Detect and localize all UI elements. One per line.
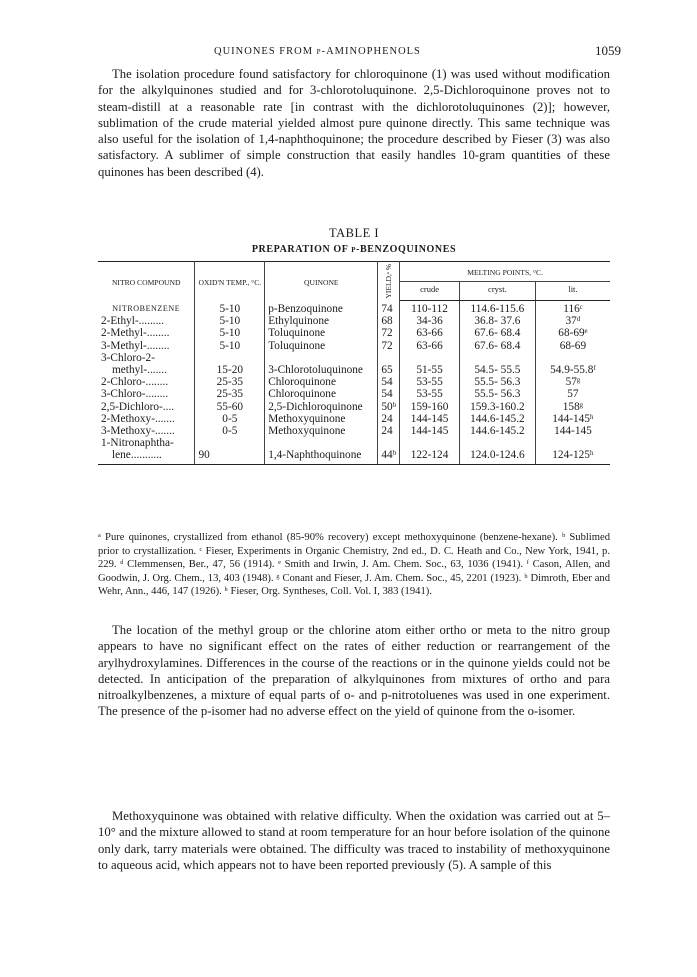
paragraph-1-text: The isolation procedure found satisfactory for chloroquinone (1) was used without modification for the alkylquinones studied and for 3-chlorotoluquinone. 2,5-Dichloroquinone proves not to steam-distill at a reasonable rate [in contrast with the dichlorotoluquinones (2)]; however, sublimation of the crude material yielded almost pure quinone directly. This same technique was also useful for the isolation of 1,4-naphthoquinone; the procedure described by Fieser (3) was also satisfactory. A sublimer of simple construction that easily handles 10-gram quantities of these quinones has been described (4). bbox=[98, 67, 610, 179]
cell-temp: 0-5 bbox=[195, 413, 265, 425]
cell-lit: 124-125ʰ bbox=[535, 449, 610, 464]
cell-cryst: 124.0-124.6 bbox=[459, 449, 535, 464]
cell-cryst: 159.3-160.2 bbox=[459, 401, 535, 413]
cell-nitro: 2-Ethyl-......... bbox=[98, 315, 195, 327]
table-row bbox=[98, 437, 610, 449]
cell-cryst: 114.6-115.6 bbox=[459, 301, 535, 316]
header-crude: crude bbox=[400, 281, 460, 301]
page-number: 1059 bbox=[595, 43, 621, 58]
cell-nitro: 3-Methoxy-....... bbox=[98, 425, 195, 437]
preparation-table bbox=[98, 261, 610, 465]
paragraph-3 bbox=[98, 808, 610, 873]
cell-crude: 122-124 bbox=[400, 449, 460, 464]
cell-lit: 57ᵍ bbox=[565, 376, 581, 389]
cell-crude: 51-55 bbox=[400, 364, 460, 376]
cell-cryst: 144.6-145.2 bbox=[459, 413, 535, 425]
cell-lit: 54.9-55.8ᶠ bbox=[550, 364, 596, 377]
cell-crude: 53-55 bbox=[400, 376, 460, 388]
cell-temp: 55-60 bbox=[195, 401, 265, 413]
cell-yield: 72 bbox=[378, 340, 400, 352]
page-header bbox=[0, 0, 697, 60]
header-nitro: NITRO COMPOUND bbox=[98, 262, 195, 301]
paragraph-1 bbox=[98, 66, 610, 180]
table-caption bbox=[98, 226, 610, 255]
table-number: TABLE I bbox=[328, 226, 380, 240]
cell-crude: 53-55 bbox=[400, 388, 460, 400]
cell-yield: 50ᵇ bbox=[378, 401, 400, 413]
cell-crude: 144-145 bbox=[400, 413, 460, 425]
cell-yield: 54 bbox=[378, 376, 400, 388]
cell-quinone: Methoxyquinone bbox=[265, 425, 378, 437]
table-row bbox=[98, 413, 610, 425]
header-yield: YIELD,ᵃ % bbox=[384, 264, 394, 299]
cell-temp: 90 bbox=[195, 449, 265, 464]
cell-nitro: NITROBENZENE bbox=[98, 301, 195, 316]
cell-cryst: 36.8- 37.6 bbox=[459, 315, 535, 327]
paragraph-2-text: The location of the methyl group or the chlorine atom either ortho or meta to the nitro group appears to have no significant effect on the rates of either reduction or rearrangement of the arylhydroxylamines. Differences in the course of the reactions or in the quinone yields could not be detected. In anticipation of the preparation of alkylquinones from mixtures of ortho and para nitroalkylbenzenes, a mixture of equal parts of o- and p-nitrotoluenes was used in one experiment. The presence of the p-isomer had no adverse effect on the yield of quinone from the o-isomer. bbox=[98, 623, 610, 719]
header-temp: OXID'N TEMP., °C. bbox=[195, 262, 265, 301]
cell-lit: 116ᶜ bbox=[563, 303, 583, 316]
cell-crude: 110-112 bbox=[400, 301, 460, 316]
cell-lit: 144-145ʰ bbox=[552, 412, 594, 425]
cell-nitro: 3-Chloro-........ bbox=[98, 388, 195, 400]
cell-yield: 72 bbox=[378, 327, 400, 339]
cell-quinone: Chloroquinone bbox=[265, 376, 378, 388]
table-row bbox=[98, 301, 610, 316]
table-row bbox=[98, 425, 610, 437]
cell-temp: 0-5 bbox=[195, 425, 265, 437]
cell-lit: 68-69 bbox=[559, 339, 587, 352]
cell-nitro: 2,5-Dichloro-.... bbox=[98, 401, 195, 413]
cell-lit: 144-145 bbox=[554, 425, 592, 438]
cell-nitro: 2-Chloro-........ bbox=[98, 376, 195, 388]
cell-temp: 25-35 bbox=[195, 388, 265, 400]
cell-cryst: 55.5- 56.3 bbox=[459, 376, 535, 388]
table-header-row bbox=[98, 262, 610, 282]
cell-nitro: lene........... bbox=[98, 449, 195, 464]
cell-temp: 5-10 bbox=[195, 315, 265, 327]
header-quinone: QUINONE bbox=[265, 262, 378, 301]
table-title: PREPARATION OF p-BENZOQUINONES bbox=[251, 244, 457, 255]
cell-temp: 5-10 bbox=[195, 301, 265, 316]
header-cryst: cryst. bbox=[459, 281, 535, 301]
cell-quinone: Chloroquinone bbox=[265, 388, 378, 400]
running-title: QUINONES FROM p-AMINOPHENOLS bbox=[214, 46, 421, 57]
table-row bbox=[98, 315, 610, 327]
cell-quinone: Methoxyquinone bbox=[265, 413, 378, 425]
cell-nitro: 1-Nitronaphtha- bbox=[98, 437, 195, 449]
table-footnotes: ᵃ Pure quinones, crystallized from ethanol (85-90% recovery) except methoxyquinone (benzene-hexane). ᵇ Sublimed prior to crystallization. ᶜ Fieser, Experiments in Organic Chemistry, 2nd ed., D. C. Heath and Co., New York, 1941, p. 229. ᵈ Clemmensen, Ber., 47, 56 (1914). ᵉ Smith and Irwin, J. Am. Chem. Soc., 63, 1036 (1941). ᶠ Cason, Allen, and Goodwin, J. Org. Chem., 13, 403 (1948). ᵍ Conant and Fieser, J. Am. Chem. Soc., 45, 2201 (1923). ʰ Dimroth, Eber and Wehr, Ann., 446, 147 (1926). ʰ Fieser, Org. Syntheses, Coll. Vol. I, 383 (1941). bbox=[98, 532, 610, 598]
cell-lit: 68-69ᵉ bbox=[558, 327, 588, 340]
table-row bbox=[98, 401, 610, 413]
cell-yield: 68 bbox=[378, 315, 400, 327]
cell-quinone: Toluquinone bbox=[265, 327, 378, 339]
cell-nitro: 3-Methyl-........ bbox=[98, 340, 195, 352]
cell-crude: 144-145 bbox=[400, 425, 460, 437]
cell-quinone: Toluquinone bbox=[265, 340, 378, 352]
cell-temp: 25-35 bbox=[195, 376, 265, 388]
cell-crude: 159-160 bbox=[400, 401, 460, 413]
header-mp: MELTING POINTS, °C. bbox=[400, 262, 610, 282]
table-row bbox=[98, 376, 610, 388]
cell-lit: 57 bbox=[567, 388, 579, 401]
cell-nitro: 2-Methyl-........ bbox=[98, 327, 195, 339]
cell-cryst: 144.6-145.2 bbox=[459, 425, 535, 437]
cell-lit: 37ᵈ bbox=[565, 315, 581, 328]
header-lit: lit. bbox=[535, 281, 610, 301]
cell-yield: 65 bbox=[378, 364, 400, 376]
cell-nitro: 2-Methoxy-....... bbox=[98, 413, 195, 425]
cell-crude: 34-36 bbox=[400, 315, 460, 327]
cell-quinone: p-Benzoquinone bbox=[265, 301, 378, 316]
table-row bbox=[98, 364, 610, 376]
table-row bbox=[98, 449, 610, 464]
cell-yield: 74 bbox=[378, 301, 400, 316]
cell-yield: 54 bbox=[378, 388, 400, 400]
cell-quinone: 1,4-Naphthoquinone bbox=[265, 449, 378, 464]
table-row bbox=[98, 340, 610, 352]
cell-nitro: 3-Chloro-2- bbox=[98, 352, 195, 364]
cell-quinone: 3-Chlorotoluquinone bbox=[265, 364, 378, 376]
table-row bbox=[98, 388, 610, 400]
cell-lit: 158ᵍ bbox=[562, 400, 584, 413]
cell-quinone: 2,5-Dichloroquinone bbox=[265, 401, 378, 413]
table-row bbox=[98, 327, 610, 339]
cell-temp: 5-10 bbox=[195, 340, 265, 352]
paragraph-3-text: Methoxyquinone was obtained with relative difficulty. When the oxidation was carried out at 5–10° and the mixture allowed to stand at room temperature for an hour before isolation of the quinone only dark, tarry materials were obtained. The difficulty was traced to instability of methoxyquinone to aqueous acid, which appears not to have been reported previously (5). A sample of this bbox=[98, 809, 610, 872]
table-row bbox=[98, 352, 610, 364]
cell-temp: 5-10 bbox=[195, 327, 265, 339]
cell-cryst: 67.6- 68.4 bbox=[459, 340, 535, 352]
paragraph-2 bbox=[98, 622, 610, 720]
cell-temp: 15-20 bbox=[195, 364, 265, 376]
cell-crude: 63-66 bbox=[400, 340, 460, 352]
cell-crude: 63-66 bbox=[400, 327, 460, 339]
cell-quinone: Ethylquinone bbox=[265, 315, 378, 327]
cell-nitro: methyl-....... bbox=[98, 364, 195, 376]
cell-yield: 44ᵇ bbox=[378, 449, 400, 464]
cell-cryst: 55.5- 56.3 bbox=[459, 388, 535, 400]
cell-yield: 24 bbox=[378, 413, 400, 425]
cell-cryst: 67.6- 68.4 bbox=[459, 327, 535, 339]
cell-yield: 24 bbox=[378, 425, 400, 437]
cell-cryst: 54.5- 55.5 bbox=[459, 364, 535, 376]
